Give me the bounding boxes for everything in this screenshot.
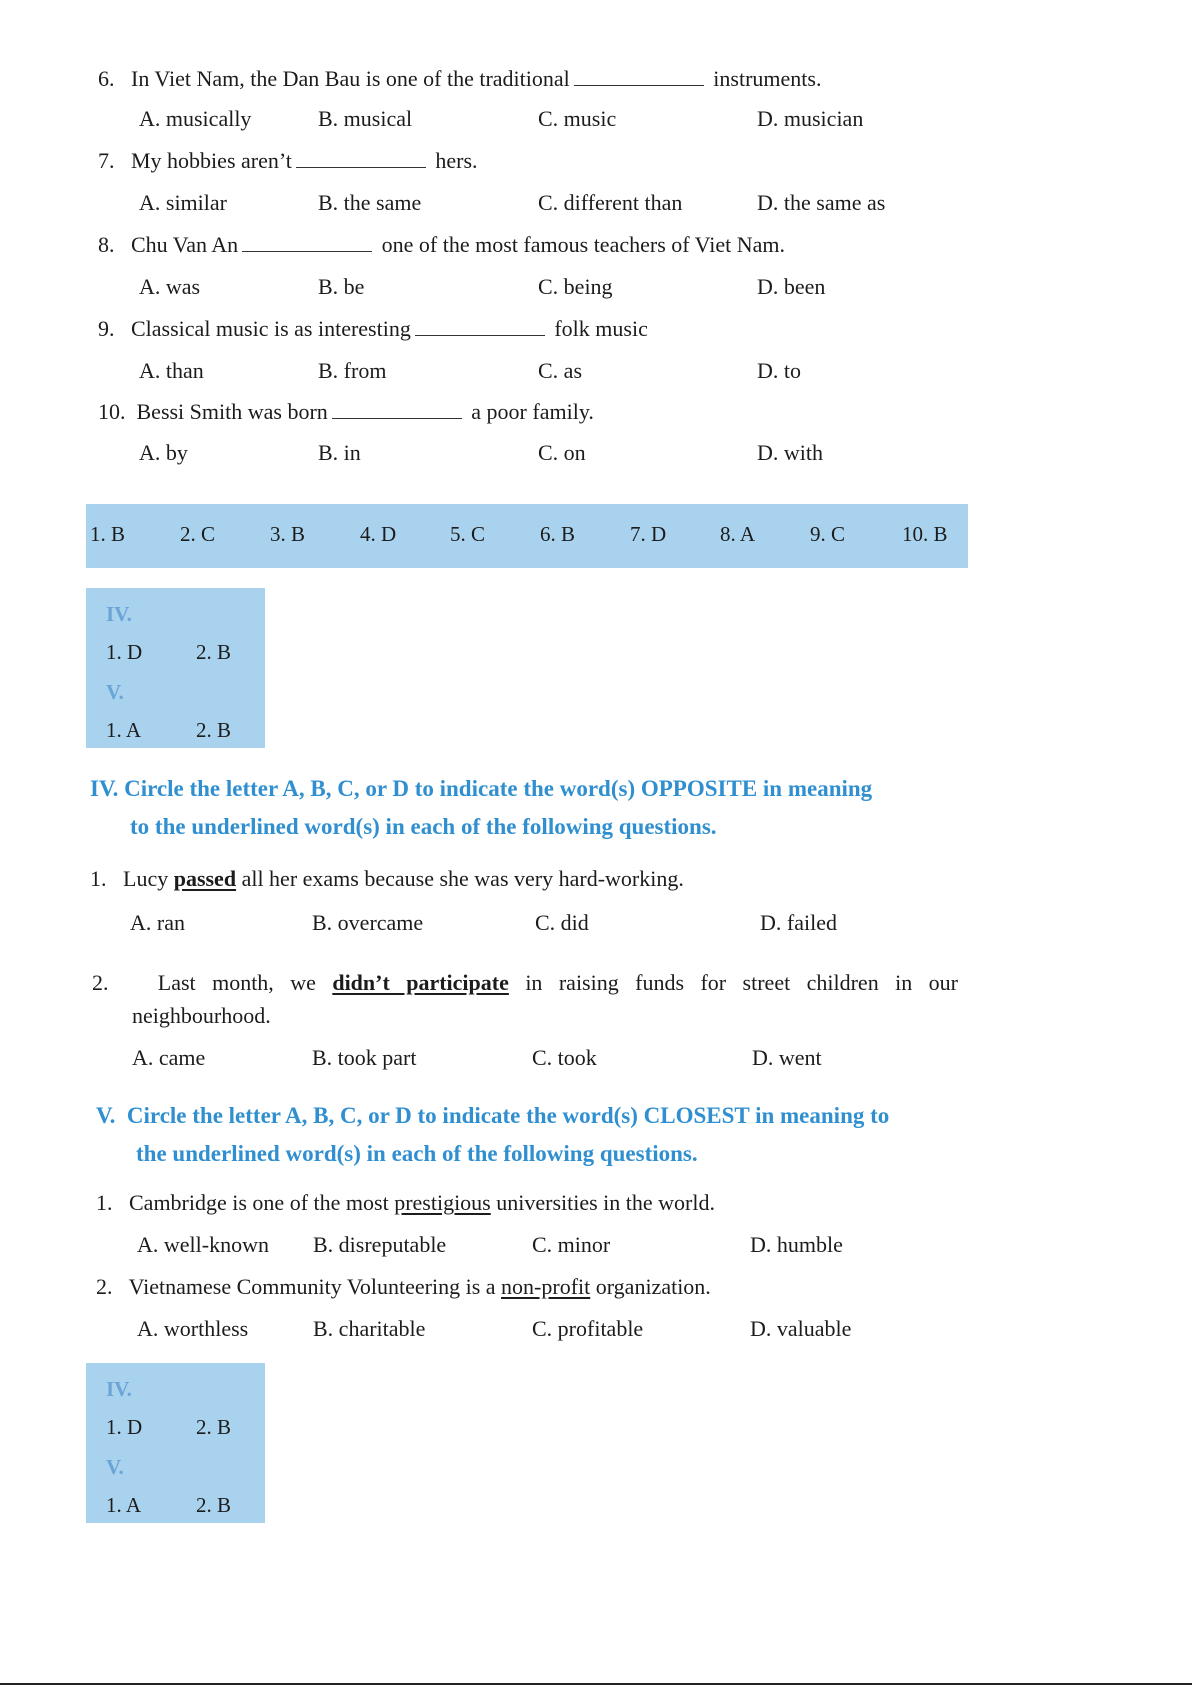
iv-q2-option-c[interactable]: C. took [532, 1045, 597, 1070]
section-v-heading: V. Circle the letter A, B, C, or D to indicate the word(s) CLOSEST in meaning to [96, 1103, 890, 1128]
underlined-word: prestigious [394, 1190, 491, 1215]
q10-option-a[interactable]: A. by [139, 440, 188, 465]
question-text: Last month, we [157, 970, 316, 995]
answer-key-item: 2. B [196, 718, 232, 742]
question-number: 6. [98, 66, 115, 91]
q6-option-c[interactable]: C. music [538, 106, 617, 131]
answer-key-item: 3. B [270, 522, 306, 546]
iv-q2-option-a[interactable]: A. came [132, 1045, 206, 1070]
answer-key-item: 9. C [810, 522, 846, 546]
answer-key-item: 1. D [106, 1415, 143, 1439]
q9-option-c[interactable]: C. as [538, 358, 582, 383]
question-text: My hobbies aren’t [131, 148, 292, 173]
answer-key-section-v: V. [106, 680, 124, 704]
q8-option-d[interactable]: D. been [757, 274, 826, 299]
question-number: 8. [98, 232, 115, 257]
q9-option-b[interactable]: B. from [318, 358, 387, 383]
question-number: 7. [98, 148, 115, 173]
answer-key-box [86, 588, 265, 748]
q10-option-c[interactable]: C. on [538, 440, 586, 465]
section-iv-question-1 [90, 866, 684, 892]
v-q2-option-a[interactable]: A. worthless [137, 1316, 249, 1341]
q6-option-d[interactable]: D. musician [757, 106, 864, 131]
v-q2-option-c[interactable]: C. profitable [532, 1316, 644, 1341]
v-q1-option-d[interactable]: D. humble [750, 1232, 843, 1257]
answer-key-item: 1. A [106, 1493, 142, 1517]
answer-key-item: 8. A [720, 522, 756, 546]
answer-key-box [86, 1363, 265, 1523]
answer-blank [415, 334, 545, 336]
question-text-end: one of the most famous teachers of Viet Nam. [381, 232, 785, 257]
question-number: 2. [96, 1274, 113, 1299]
underlined-word: didn’t participate [332, 970, 509, 995]
q8-option-c[interactable]: C. being [538, 274, 613, 299]
q9-option-d[interactable]: D. to [757, 358, 801, 383]
question-text-end: organization. [595, 1274, 711, 1299]
section-iv-heading: IV. Circle the letter A, B, C, or D to indicate the word(s) OPPOSITE in meaning [90, 776, 873, 801]
q9-option-a[interactable]: A. than [139, 358, 204, 383]
question-number: 10. [98, 399, 126, 424]
question-number: 9. [98, 316, 115, 341]
question-7 [98, 148, 478, 174]
underlined-word: passed [173, 866, 237, 891]
question-6 [98, 66, 821, 92]
answer-blank [242, 250, 372, 252]
iv-q1-option-d[interactable]: D. failed [760, 910, 837, 935]
underlined-word: non-profit [501, 1274, 591, 1299]
q6-option-b[interactable]: B. musical [318, 106, 413, 131]
section-iv-question-2 [92, 970, 958, 996]
answer-key-item: 1. A [106, 718, 142, 742]
answer-key-item: 10. B [902, 522, 948, 546]
section-iv-heading-cont: to the underlined word(s) in each of the following questions. [130, 814, 717, 839]
question-text-end: hers. [435, 148, 478, 173]
q8-option-a[interactable]: A. was [139, 274, 201, 299]
answer-key-item: 1. D [106, 640, 143, 664]
q10-option-d[interactable]: D. with [757, 440, 823, 465]
question-text: Bessi Smith was born [136, 399, 328, 424]
v-q1-option-b[interactable]: B. disreputable [313, 1232, 447, 1257]
question-text: Lucy [123, 866, 169, 891]
question-text: Vietnamese Community Volunteering is a [128, 1274, 496, 1299]
question-text: Chu Van An [131, 232, 239, 257]
answer-blank [574, 84, 704, 86]
question-number: 1. [96, 1190, 113, 1215]
v-q1-option-a[interactable]: A. well-known [137, 1232, 269, 1257]
q8-option-b[interactable]: B. be [318, 274, 365, 299]
answer-key-section-v: V. [106, 1455, 124, 1479]
v-q2-option-d[interactable]: D. valuable [750, 1316, 852, 1341]
iv-q2-option-b[interactable]: B. took part [312, 1045, 417, 1070]
section-iv-question-2-line2: neighbourhood. [132, 1003, 271, 1028]
answer-key-section-iv: IV. [106, 602, 132, 626]
question-number: 1. [90, 866, 107, 891]
answer-blank [296, 166, 426, 168]
question-text-end: all her exams because she was very hard-working. [241, 866, 684, 891]
answer-key-item: 1. B [90, 522, 126, 546]
iv-q1-option-a[interactable]: A. ran [130, 910, 185, 935]
answer-key-item: 2. B [196, 640, 232, 664]
answer-key-item: 4. D [360, 522, 397, 546]
question-text-end: instruments. [713, 66, 822, 91]
question-text: Cambridge is one of the most [129, 1190, 389, 1215]
answer-key-section-iv: IV. [106, 1377, 132, 1401]
answer-blank [332, 417, 462, 419]
question-number: 2. [92, 970, 109, 995]
iv-q2-option-d[interactable]: D. went [752, 1045, 822, 1070]
question-text-end: folk music [554, 316, 648, 341]
answer-key-item: 2. B [196, 1415, 232, 1439]
question-8 [98, 232, 785, 258]
q7-option-d[interactable]: D. the same as [757, 190, 886, 215]
q10-option-b[interactable]: B. in [318, 440, 361, 465]
question-text-end: in raising funds for street children in our [525, 970, 958, 995]
answer-key-item: 2. C [180, 522, 216, 546]
answer-key-item: 5. C [450, 522, 486, 546]
iv-q1-option-c[interactable]: C. did [535, 910, 589, 935]
question-text: In Viet Nam, the Dan Bau is one of the traditional [131, 66, 570, 91]
section-v-question-1 [96, 1190, 715, 1216]
question-text-end: a poor family. [471, 399, 594, 424]
answer-key-item: 6. B [540, 522, 576, 546]
question-10 [98, 399, 594, 425]
iv-q1-option-b[interactable]: B. overcame [312, 910, 424, 935]
answer-key-item: 7. D [630, 522, 667, 546]
q6-option-a[interactable]: A. musically [139, 106, 252, 131]
q7-option-a[interactable]: A. similar [139, 190, 227, 215]
question-text-end: universities in the world. [496, 1190, 715, 1215]
q7-option-b[interactable]: B. the same [318, 190, 422, 215]
question-9 [98, 316, 648, 342]
answer-key-item: 2. B [196, 1493, 232, 1517]
v-q2-option-b[interactable]: B. charitable [313, 1316, 426, 1341]
section-v-question-2 [96, 1274, 711, 1300]
answer-key-strip [86, 504, 968, 568]
question-text: Classical music is as interesting [131, 316, 411, 341]
v-q1-option-c[interactable]: C. minor [532, 1232, 611, 1257]
section-v-heading-cont: the underlined word(s) in each of the following questions. [136, 1141, 698, 1166]
q7-option-c[interactable]: C. different than [538, 190, 683, 215]
